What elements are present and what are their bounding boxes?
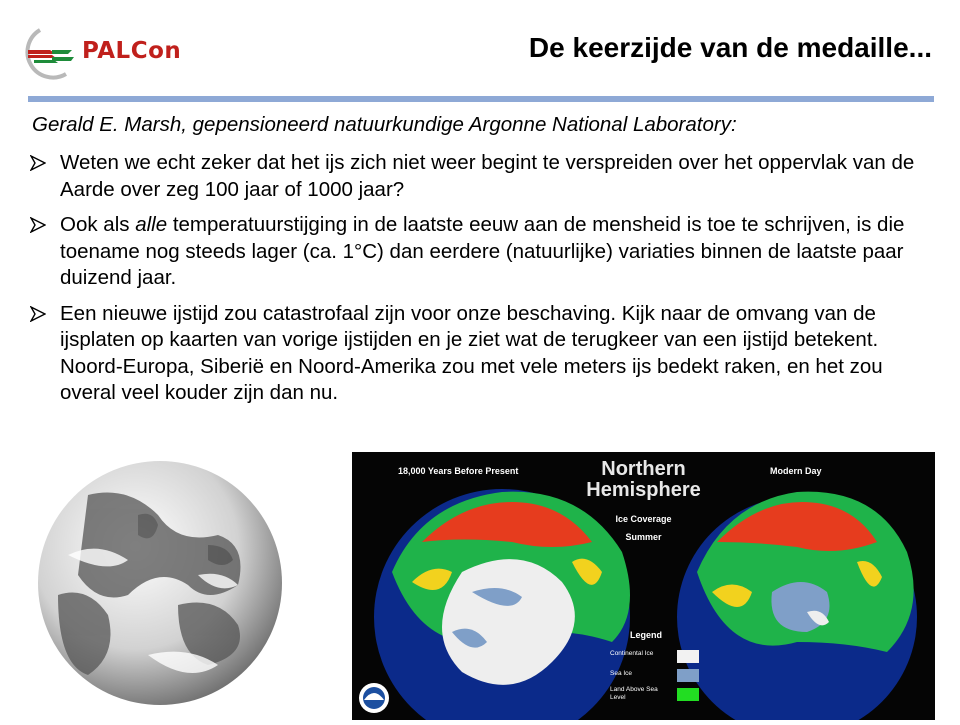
legend-label-continental-ice: Continental Ice	[610, 650, 654, 657]
title-divider	[28, 96, 934, 102]
ice-coverage-map	[352, 452, 935, 720]
bullet-item	[30, 212, 940, 292]
bullet-text-post: temperatuurstijging in de laatste eeuw aan de mensheid is toe te schrijven, is die toename nog steeds lager (ca. 1°C) dan eerdere (natuurlijke) variaties binnen de laatste paar duizend jaar.	[60, 213, 905, 289]
quote-attribution: Gerald E. Marsh, gepensioneerd natuurkundige Argonne National Laboratory:	[32, 113, 737, 136]
earth-globe-image	[28, 455, 293, 710]
legend-label-land: Land Above Sea Level	[610, 686, 658, 701]
logo-hands-icon	[22, 24, 82, 80]
bullet-emphasis: alle	[135, 213, 168, 236]
legend-swatch-continental-ice	[677, 650, 699, 663]
arrow-bullet-icon	[30, 306, 46, 322]
arrow-bullet-icon	[30, 217, 46, 233]
legend-label-sea-ice: Sea Ice	[610, 670, 633, 677]
bullet-text-pre: Ook als	[60, 213, 136, 236]
arrow-bullet-icon	[30, 155, 46, 171]
map-title-line1: Northern	[601, 458, 686, 480]
bullet-text: Weten we echt zeker dat het ijs zich niet weer begint te verspreiden over het oppervlak van de Aarde over zeg 100 jaar of 1000 jaar?	[60, 151, 915, 201]
logo-text: PALCon	[82, 38, 182, 64]
map-subtitle2: Summer	[625, 532, 662, 542]
legend-title: Legend	[630, 630, 663, 640]
map-left-label: 18,000 Years Before Present	[398, 466, 519, 476]
legend-swatch-land	[677, 688, 699, 701]
map-right-label: Modern Day	[770, 466, 822, 476]
legend-swatch-sea-ice	[677, 669, 699, 682]
bullet-item	[30, 150, 940, 203]
bullet-item	[30, 301, 940, 407]
map-subtitle1: Ice Coverage	[615, 514, 672, 524]
palcon-logo	[22, 24, 212, 80]
bullet-list	[30, 150, 940, 416]
bullet-text: Een nieuwe ijstijd zou catastrofaal zijn voor onze beschaving. Kijk naar de omvang van de ijsplaten op kaarten van vorige ijstijden en je ziet wat de terugkeer van een ijstijd betekent. Noord-Europa, Siberië en Noord-Amerika zou met vele meters ijs bedekt raken, en het zou overal veel kouder zijn dan nu.	[60, 301, 883, 404]
map-title-line2: Hemisphere	[586, 479, 701, 501]
page-title: De keerzijde van de medaille...	[528, 32, 932, 63]
